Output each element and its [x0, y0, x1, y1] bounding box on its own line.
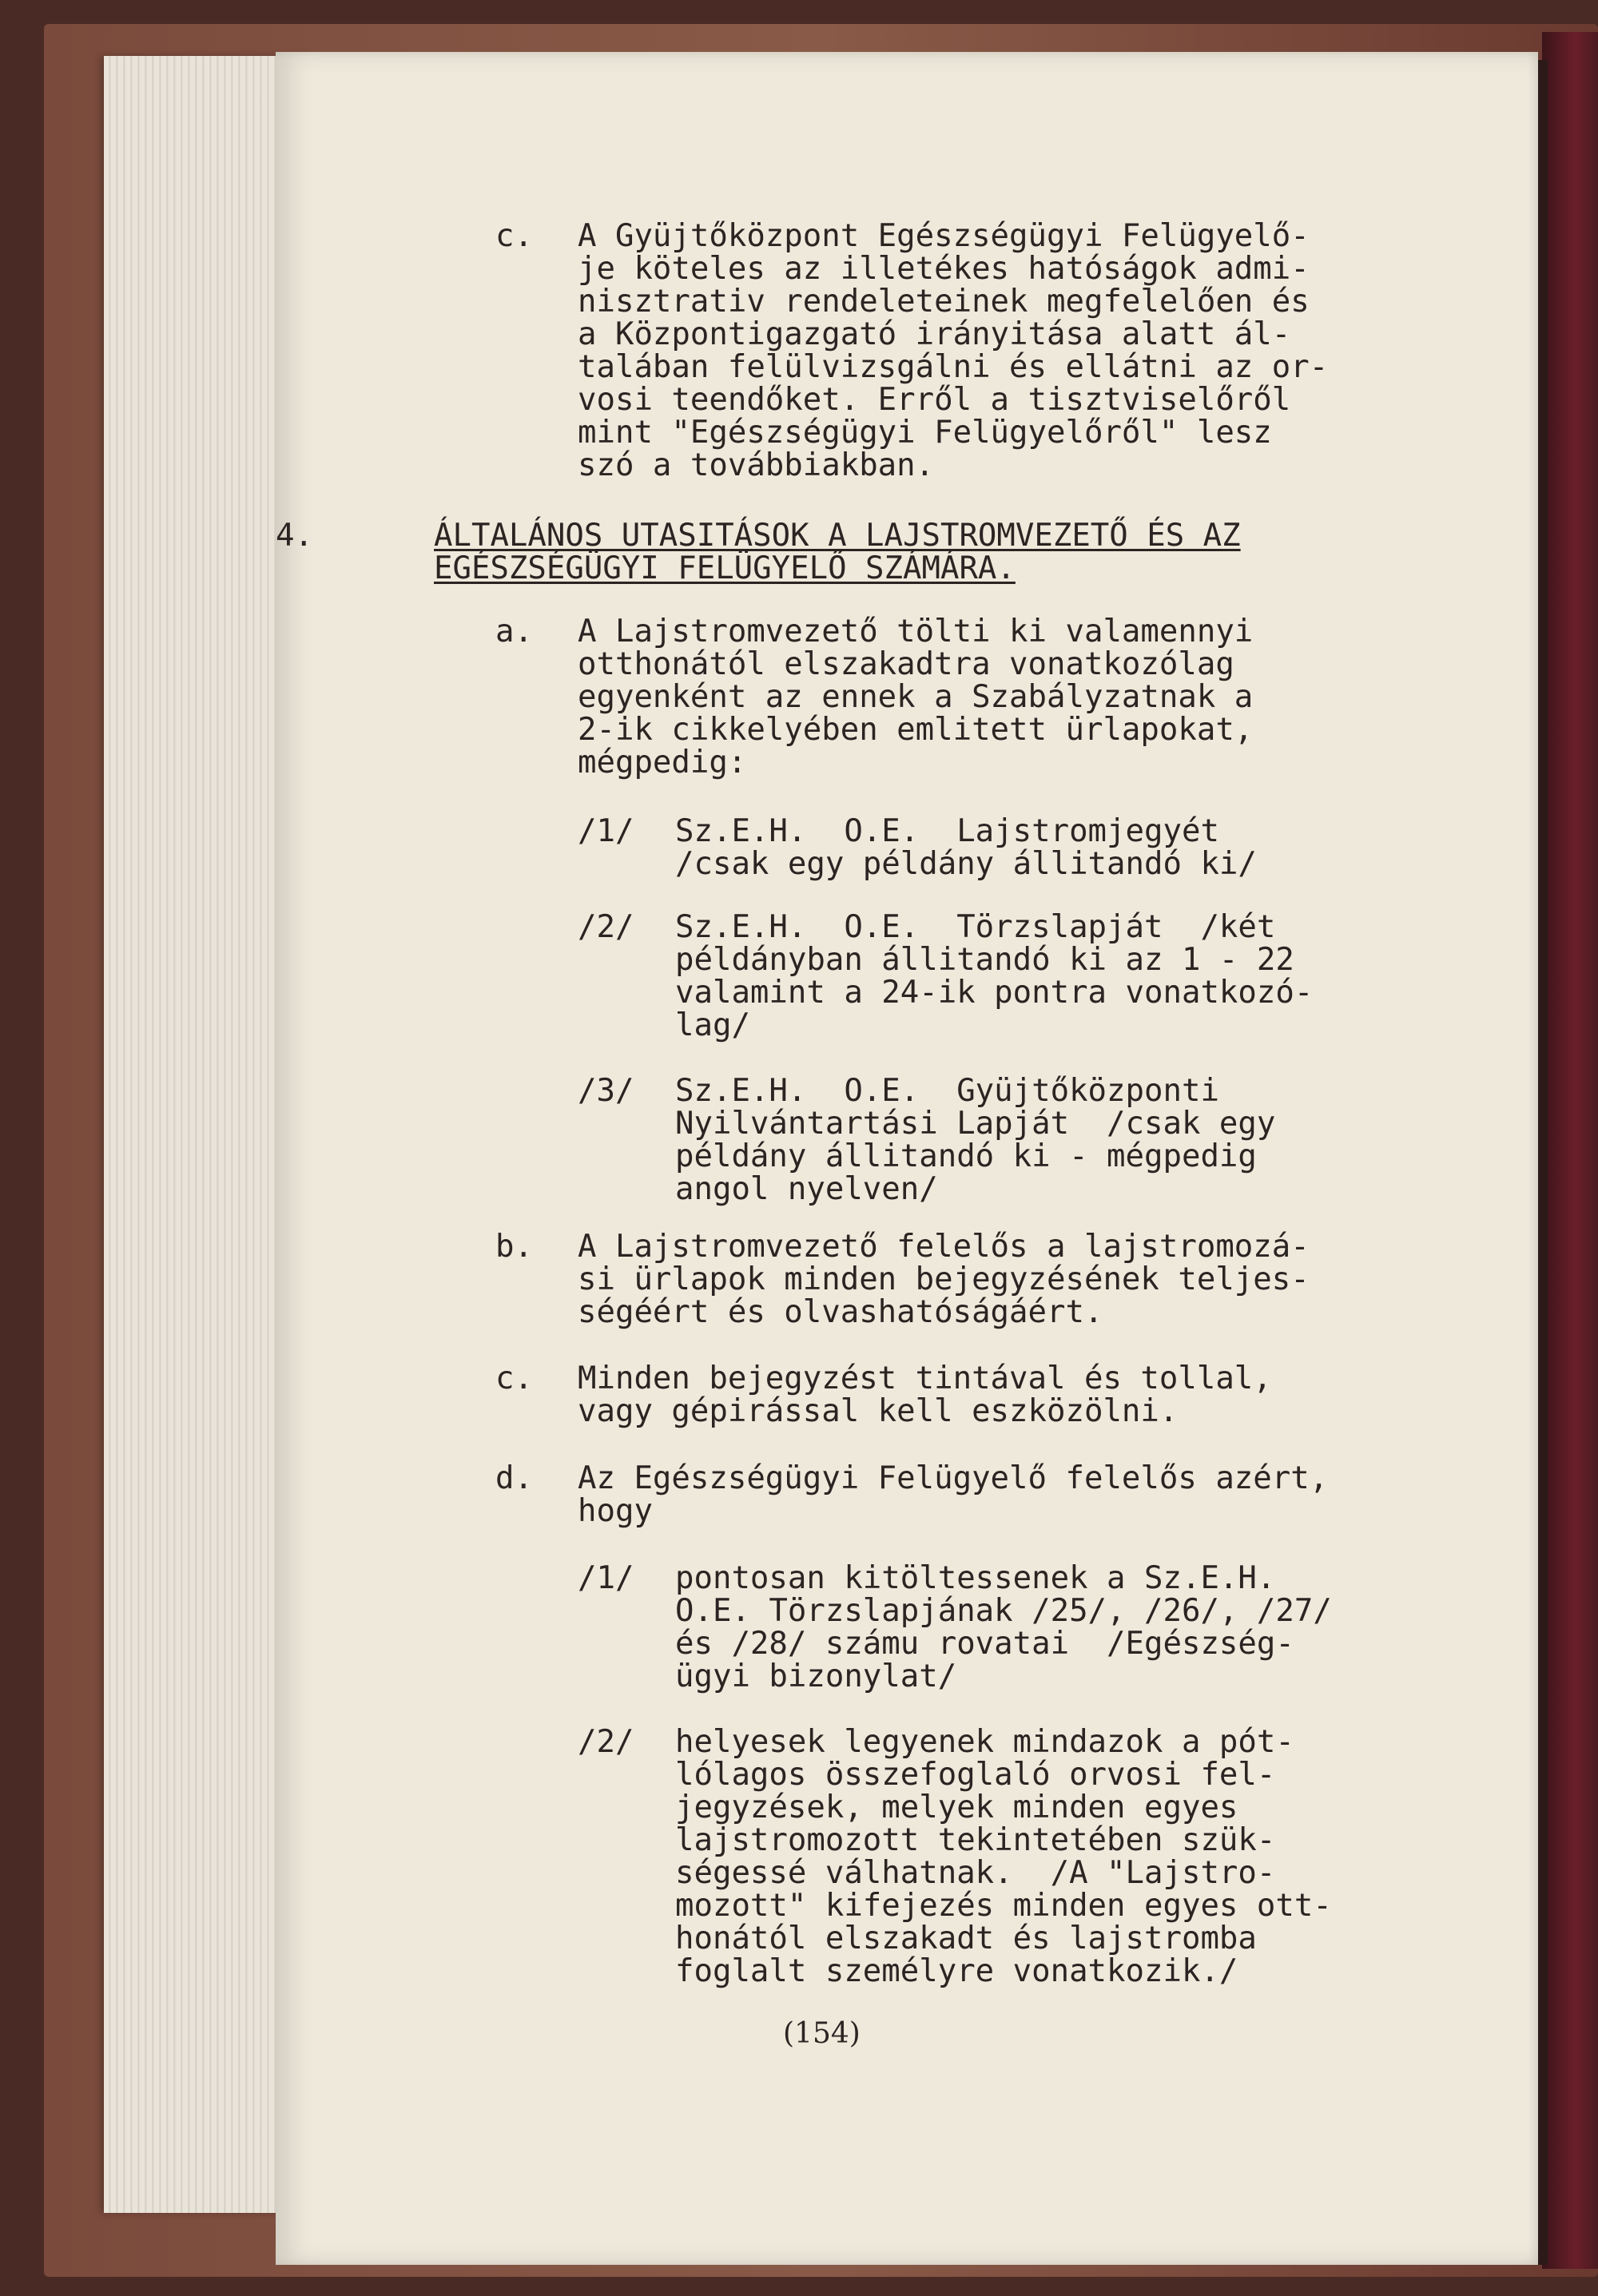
page-number: (154) [783, 2017, 861, 2050]
document-page [276, 52, 1538, 2265]
item-d1-number: /1/ [578, 1560, 634, 1596]
section-4c-text: Minden bejegyzést tintával és tollal, vagy gépirással kell eszközölni. [578, 1361, 1272, 1429]
section-4d-label: d. [495, 1460, 533, 1496]
section-c-text: A Gyüjtőközpont Egészségügyi Felügyelő- je köteles az illetékes hatóságok admi- nisztrativ rendeleteinek megfelelően és a Központigazgató irányitása alatt ál- talában felülvizsgálni és ellátni az or- vosi teendőket. Erről a tisztviselőről mint "Egészségügyi Felügyelőről" lesz szó a továbbiakban. [578, 218, 1329, 483]
page-gutter [1538, 60, 1548, 2265]
item-a2-text: Sz.E.H. O.E. Törzslapját /két példányban állitandó ki az 1 - 22 valamint a 24-ik pontra vonatkozó- lag/ [675, 909, 1314, 1043]
book-spine-edge [1542, 32, 1598, 2269]
section-4a-label: a. [495, 614, 533, 649]
item-d2-text: helyesek legyenek mindazok a pót- lólagos összefoglaló orvosi fel- jegyzések, melyek minden egyes lajstromozott tekintetében szük- ségessé válhatnak. /A "Lajstro- mozott" kifejezés minden egyes ott- honától elszakadt és lajstromba foglalt személyre vonatkozik./ [675, 1724, 1332, 1989]
item-d1-text: pontosan kitöltessenek a Sz.E.H. O.E. Törzslapjának /25/, /26/, /27/ és /28/ számu rovatai /Egészség- ügyi bizonylat/ [675, 1560, 1332, 1694]
item-a1-text: Sz.E.H. O.E. Lajstromjegyét /csak egy példány állitandó ki/ [675, 813, 1257, 882]
section-4d-text: Az Egészségügyi Felügyelő felelős azért, hogy [578, 1460, 1329, 1529]
section-4-heading: ÁLTALÁNOS UTASITÁSOK A LAJSTROMVEZETŐ ÉS AZ EGÉSZSÉGÜGYI FELÜGYELŐ SZÁMÁRA. [434, 518, 1241, 586]
item-a3-text: Sz.E.H. O.E. Gyüjtőközponti Nyilvántartási Lapját /csak egy példány állitandó ki - mégpedig angol nyelven/ [675, 1073, 1276, 1207]
section-4b-label: b. [495, 1229, 533, 1265]
section-4-number: 4. [276, 518, 313, 554]
item-d2-number: /2/ [578, 1724, 634, 1760]
section-4b-text: A Lajstromvezető felelős a lajstromozá- si ürlapok minden bejegyzésének teljes- ségéért és olvashatóságáért. [578, 1229, 1310, 1330]
section-4c-label: c. [495, 1361, 533, 1396]
section-4a-text: A Lajstromvezető tölti ki valamennyi otthonától elszakadtra vonatkozólag egyenként az ennek a Szabályzatnak a 2-ik cikkelyében emlitett ürlapokat, mégpedig: [578, 614, 1254, 781]
item-a2-number: /2/ [578, 909, 634, 945]
item-a1-number: /1/ [578, 813, 634, 849]
item-a3-number: /3/ [578, 1073, 634, 1109]
section-c-label: c. [495, 218, 533, 254]
